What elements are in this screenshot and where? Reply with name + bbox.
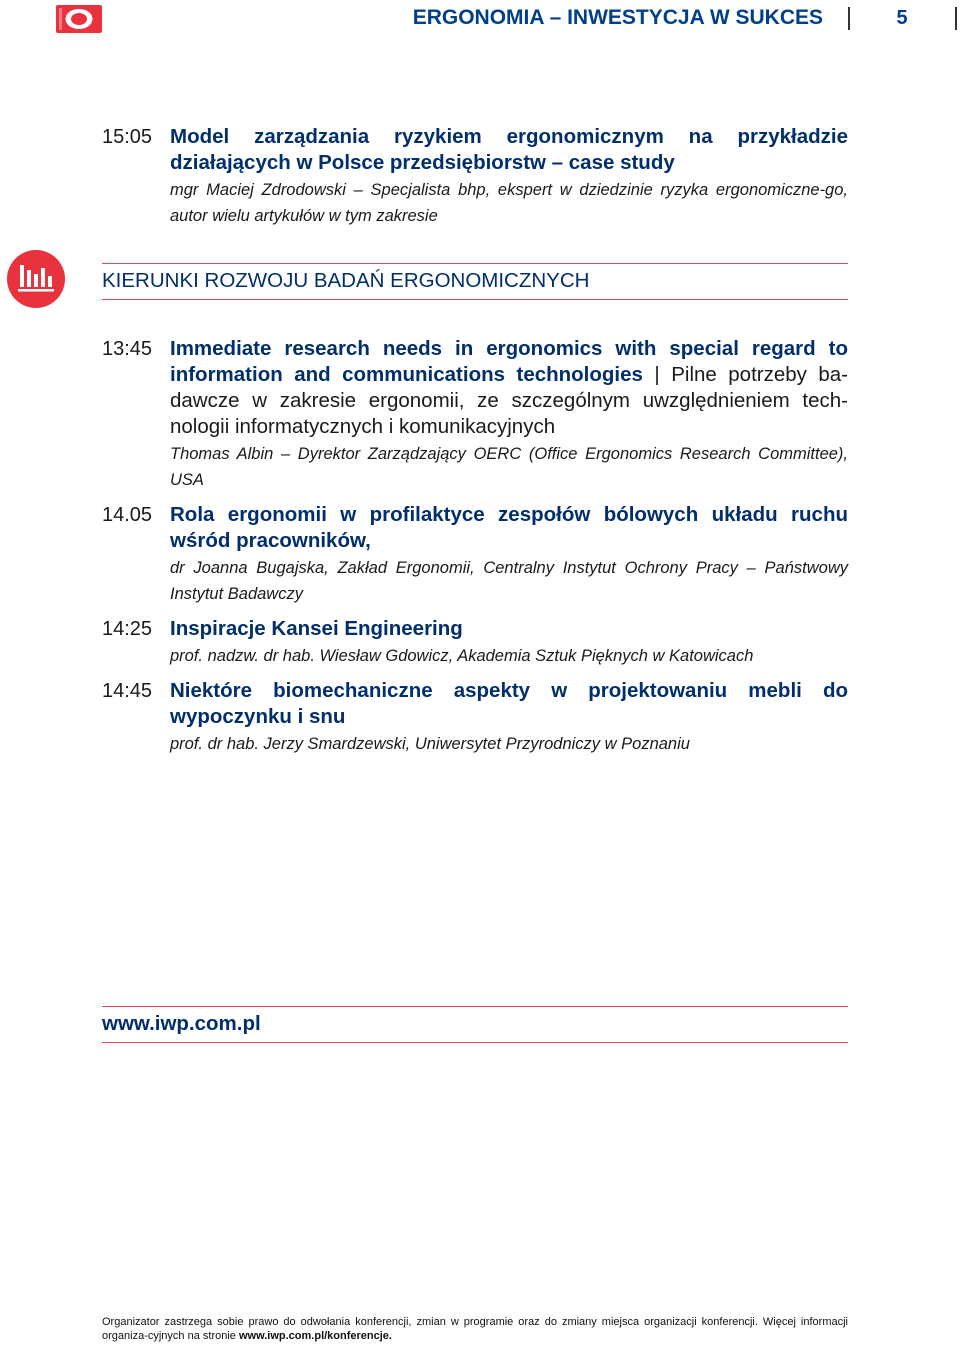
header-divider xyxy=(848,7,850,30)
session-title: Inspiracje Kansei Engineering xyxy=(170,617,463,640)
session-item xyxy=(102,124,848,229)
header-divider-right xyxy=(955,7,957,30)
session-title xyxy=(170,336,848,440)
session-speaker: prof. nadzw. dr hab. Wiesław Gdowicz, Akademia Sztuk Pięknych w Katowicach xyxy=(170,647,754,665)
session-item xyxy=(102,336,848,493)
section-rule-bottom xyxy=(102,299,848,300)
footer-note-text: Organizator zastrzega sobie prawo do odwołania konferencji, zmian w programie oraz do zmiany miejsca organizacji konferencji. Więcej informacji organiza-cyjnych na stronie xyxy=(102,1316,848,1342)
footer-note-link[interactable]: www.iwp.com.pl/konferencje. xyxy=(238,1329,392,1342)
footer-note xyxy=(102,1316,848,1343)
session-speaker: mgr Maciej Zdrodowski – Specjalista bhp, ekspert w dziedzinie ryzyka ergonomiczne-go, autor wielu artykułów w tym zakresie xyxy=(170,181,848,225)
session-title: Model zarządzania ryzykiem ergonomicznym na przykładzie działających w Polsce przedsiębiorstw – case study xyxy=(170,125,848,174)
section-rule-top xyxy=(102,263,848,264)
session-title: Rola ergonomii w profilaktyce zespołów bólowych układu ruchu wśród pracowników, xyxy=(170,503,848,552)
website-link[interactable]: www.iwp.com.pl xyxy=(102,1012,261,1035)
header-title: ERGONOMIA – INWESTYCJA W SUKCES xyxy=(412,6,823,29)
chart-bars-icon xyxy=(7,250,65,313)
session-item xyxy=(102,616,848,669)
session-item xyxy=(102,678,848,757)
section-heading: KIERUNKI ROZWOJU BADAŃ ERGONOMICZNYCH xyxy=(102,269,590,292)
iwp-logo-icon xyxy=(56,5,102,38)
session-time: 15:05 xyxy=(102,126,153,148)
session-time: 14.05 xyxy=(102,504,153,526)
session-speaker: prof. dr hab. Jerzy Smardzewski, Uniwersytet Przyrodniczy w Poznaniu xyxy=(170,735,690,753)
website-rule-top xyxy=(102,1006,848,1007)
session-title-translation: Pilne potrzeby ba-dawcze w zakresie ergonomii, ze szczególnym uwzględnieniem tech-nologii informatycznych i komunikacyjnych xyxy=(170,363,849,438)
session-item xyxy=(102,502,848,607)
website-rule-bottom xyxy=(102,1042,848,1043)
session-title: Niektóre biomechaniczne aspekty w projektowaniu mebli do wypoczynku i snu xyxy=(170,679,848,728)
session-time: 14:45 xyxy=(102,680,153,702)
session-speaker: Thomas Albin – Dyrektor Zarządzający OERC (Office Ergonomics Research Committee), USA xyxy=(170,445,848,489)
session-title-en: Immediate research needs in ergonomics with special regard to information and communications technologies xyxy=(170,337,848,386)
session-speaker: dr Joanna Bugajska, Zakład Ergonomii, Centralny Instytut Ochrony Pracy – Państwowy Instytut Badawczy xyxy=(170,559,848,603)
page-number: 5 xyxy=(896,7,908,29)
title-separator: | xyxy=(642,363,672,386)
session-time: 13:45 xyxy=(102,338,153,360)
session-time: 14:25 xyxy=(102,618,153,640)
